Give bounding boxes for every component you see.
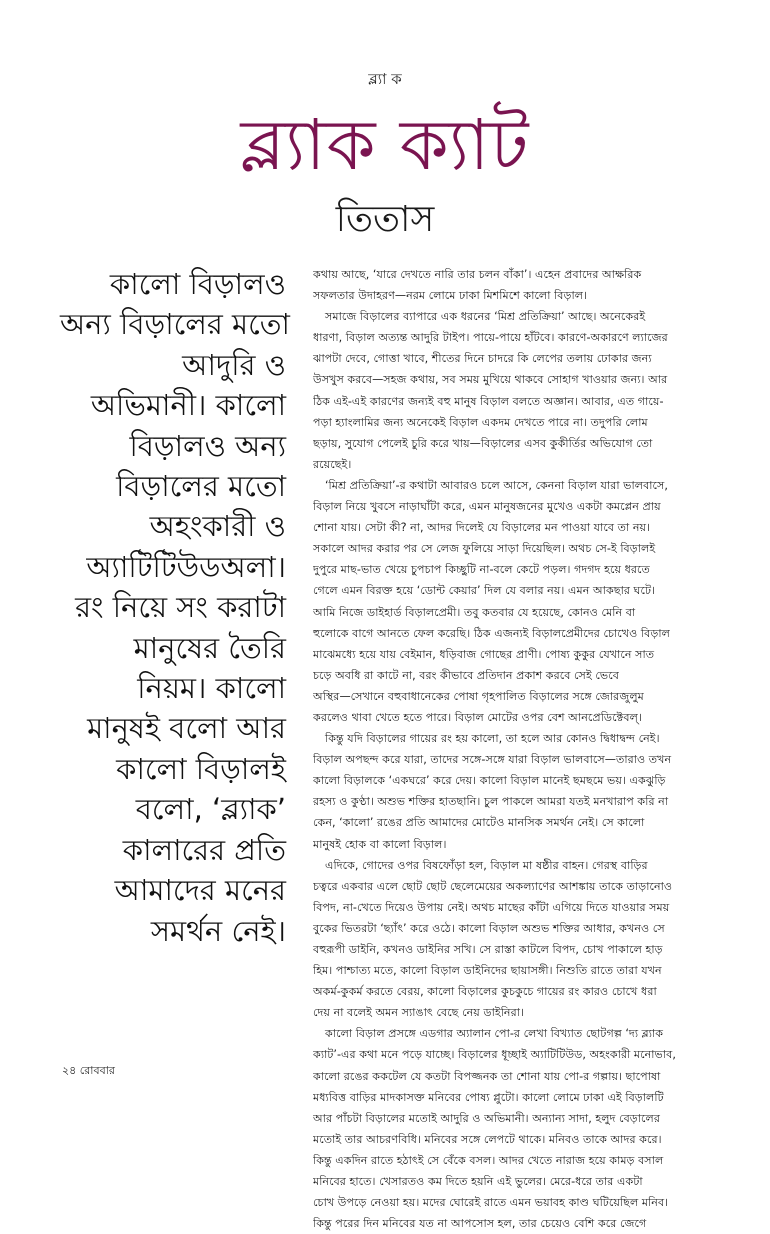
pull-quote-line: বিড়ালও অন্য: [129, 428, 286, 463]
body-text-line: ধারণা, বিড়াল অত্যন্ত আদুরি টাইপ। পায়ে-পায়ে হাঁটবে। কারণে-অকারণে ল্যাজের: [313, 331, 668, 345]
body-text-line: মতোই তার আচরণবিধি। মনিবের সঙ্গে লেপটে থাকে। মনিবও তাকে আদর করে।: [313, 1132, 662, 1146]
pull-quote-line: মানুষই বলো আর: [87, 711, 286, 746]
body-text-line: মনিবের হাতে। খেসারতও কম দিতে হয়নি এই ভুলের। মেরে-ধরে তার একটা: [313, 1175, 643, 1189]
body-text-line: বিড়াল নিয়ে খুবসে নাড়াঘাঁটা করে, এমন মানুষজনের মুখেও একটা কমপ্লেন প্রায়: [313, 500, 661, 514]
body-text-line: চত্বরে একবার এলে ছোট ছোট ছেলেমেয়ের অকল্যাণের আশঙ্কায় তাকে তাড়ানোও: [313, 879, 673, 893]
pull-quote-line: অহংকারী ও: [149, 509, 286, 544]
pull-quote-line: আমাদের মনের: [114, 873, 286, 908]
pull-quote-line: কালো বিড়ালই: [116, 751, 286, 786]
body-text-line: মধ্যবিত্ত বাড়ির মাদকাসক্ত মনিবের পোষ্য প্লুটো। কালো লোমে ঢাকা এই বিড়ালটি: [313, 1090, 664, 1104]
body-text-line: হিম। পাশ্চাত্য মতে, কালো বিড়াল ডাইনিদের ছায়াসঙ্গী। নিশুতি রাতে তারা যখন: [313, 964, 662, 978]
body-text-line: অস্থির—সেখানে বহুবাধানেকের পোষা গৃহপালিত বিড়ালের সঙ্গে জোরজুলুম: [313, 689, 644, 703]
pull-quote-line: বিড়ালের মতো: [116, 469, 286, 504]
pull-quote-line: বলো, ‘ব্ল্যাক’: [135, 792, 286, 827]
body-text-line: আর পাঁচটা বিড়ালের মতোই আদুরি ও অভিমানী। অন্যান্য সাদা, হলুদ বেড়ালের: [313, 1111, 661, 1125]
pull-quote-line: অন্য বিড়ালের মতো: [60, 307, 290, 342]
body-text-line: বহুরূপী ডাইনি, কখনও ডাইনির সখি। সে রাস্তা কাটলে বিপদ, চোখ পাকালে হাড়: [313, 943, 663, 956]
pull-quote-line: মানুষের তৈরি: [133, 630, 286, 665]
body-text-line: সকালে আদর করার পর সে লেজ ফুলিয়ে সাড়া দিয়েছিল। অথচ সে-ই বিড়ালই: [313, 542, 656, 556]
section-label: ব্ল্যা ক: [368, 70, 402, 88]
body-text-line: মানুষই হোক বা কালো বিড়াল।: [313, 837, 447, 851]
body-text-line: সফলতার উদাহরণ—নরম লোমে ঢাকা মিশমিশে কালো বিড়াল।: [313, 289, 588, 303]
body-text-line: কথায় আছে, ‘যারে দেখতে নারি তার চলন বাঁকা’। এহেন প্রবাদের আক্ষরিক: [313, 268, 642, 281]
pull-quote-line: সমর্থন নেই।: [150, 913, 286, 948]
body-text-line: দুপুরে মাছ-ভাত খেয়ে চুপচাপ কিচ্ছুটি না-বলে কেটে পড়ল। গদগদ হয়ে ধরতে: [313, 563, 650, 577]
body-text-line: কিন্তু পরের দিন মনিবের যত না আপসোস হল, তার চেয়েও বেশি করে জেগে: [313, 1217, 647, 1231]
body-text-line: কালো বিড়াল প্রসঙ্গে এডগার অ্যালান পো-র লেখা বিখ্যাত ছোটগল্প ‘দ্য ব্ল্যাক: [325, 1027, 664, 1041]
body-text-line: মাঝেমধ্যে হয়ে যায় বেইমান, ধড়িবাজ গোছের প্রাণী। পোষ্য কুকুর যেখানে সাত: [313, 647, 655, 661]
body-text-line: সমাজে বিড়ালের ব্যাপারে এক ধরনের ‘মিশ্র প্রতিক্রিয়া’ আছে। অনেকেরই: [325, 310, 646, 324]
body-text-line: কিন্তু একদিন রাতে হঠাৎই সে বেঁকে বসল। আদর খেতে নারাজ হয়ে কামড় বসাল: [313, 1153, 664, 1167]
body-text-line: শোনা যায়। সেটা কী? না, আদর দিলেই যে বিড়ালের মন পাওয়া যাবে তা নয়।: [313, 521, 651, 535]
body-text-line: বুকের ভিতরটা ‘ছ্যাঁৎ’ করে ওঠে। কালো বিড়াল অশুভ শক্তির আধার, কখনও সে: [313, 921, 665, 935]
body-text-line: ঝাপটা দেবে, গোত্তা খাবে, শীতের দিনে চাদরে কি লেপের তলায় ঢোকার জন্য: [313, 352, 652, 366]
body-text-line: রয়েছেই।: [313, 457, 352, 471]
body-text-line: বিড়াল অপছন্দ করে যারা, তাদের সঙ্গে-সঙ্গে যারা বিড়াল ভালবাসে—তারাও তখন: [313, 753, 672, 767]
body-text-line: আমি নিজে ডাইহার্ড বিড়ালপ্রেমী। তবু কতবার যে হয়েছে, কোনও মেনি বা: [313, 605, 636, 619]
pull-quote-line: আদুরি ও: [182, 347, 286, 382]
body-text-line: ক্যাট’-এর কথা মনে পড়ে যাচ্ছে। বিড়ালের ধূচ্ছাই অ্যাটিটিউড, অহংকারী মনোভাব,: [313, 1048, 676, 1062]
body-text-line: দেয় না বলেই অমন স্যাঙাৎ বেছে নেয় ডাইনিরা।: [313, 1006, 525, 1020]
body-text-line: ছড়ায়, সুযোগ পেলেই চুরি করে খায়—বিড়ালের এসব কুকীর্তির অভিযোগ তো: [313, 436, 653, 450]
body-text-line: করলেও থাবা খেতে হতে পারে। বিড়াল মোটের ওপর বেশ আনপ্রেডিক্টেবল্।: [313, 710, 642, 724]
author-name: তিতাস: [335, 199, 435, 240]
pull-quote-line: রং নিয়ে সং করাটা: [75, 590, 286, 625]
body-text-line: ‘মিশ্র প্রতিক্রিয়া’-র কথাটা আবারও চলে আসে, কেননা বিড়াল যারা ভালবাসে,: [325, 478, 668, 492]
pull-quote-line: নিয়ম। কালো: [137, 671, 286, 706]
pull-quote-line: কালারের প্রতি: [122, 832, 286, 867]
body-text-line: রহস্য ও কুণ্ঠা। অশুভ শক্তির হাতছানি। চুল পাকলে আমরা যতই মনখারাপ করি না: [313, 795, 669, 809]
page-footer: ২৪ রোববার: [62, 1064, 115, 1077]
body-text-line: উসখুস করবে—সহজ কথায়, সব সময় মুখিয়ে থাকবে সোহাগ খাওয়ার জন্য। আর: [313, 373, 668, 387]
pull-quote-line: কালো বিড়ালও: [109, 267, 286, 301]
body-text-line: কিন্তু যদি বিড়ালের গায়ের রং হয় কালো, তা হলে আর কোনও দ্বিধাদ্বন্দ নেই।: [325, 732, 660, 746]
body-text-line: অকর্ম-কুকর্ম করতে বেরয়, কালো বিড়ালের কুচকুচে গায়ের রং কারও চোখে ধরা: [313, 985, 657, 999]
body-text-line: কেন, ‘কালো’ রঙের প্রতি আমাদের মোটেও মানসিক সমর্থন নেই। সে কালো: [313, 816, 645, 830]
body-text-line: ঠিক এই-এই কারণের জন্যই বহু মানুষ বিড়াল বলতে অজ্ঞান। আবার, এত গায়ে-: [313, 394, 664, 408]
body-text-line: কালো রঙের ককটেল যে কতটা বিপজ্জনক তা শোনা যায় পো-র গল্পায়। ছাপোষা: [313, 1069, 661, 1083]
pull-quote-line: অভিমানী। কালো: [90, 388, 286, 423]
article-title: ব্ল্যাক ক্যাট: [240, 104, 530, 186]
body-text-line: হুলোকে বাগে আনতে ফেল করেছি। ঠিক এজন্যই বিড়ালপ্রেমীদের চোখেও বিড়াল: [313, 626, 670, 640]
body-text-line: পড়া হ্যাংলামির জন্য অনেকেই বিড়াল একদম দেখতে পারে না। তদুপরি লোম: [313, 415, 648, 429]
body-text-line: গেলে এমন বিরক্ত হয়ে ‘ডোন্ট কেয়ার’ দিল যে বলার নয়। এমন আকছার ঘটে।: [313, 584, 656, 598]
pull-quote-line: অ্যাটিটিউডঅলা।: [86, 549, 286, 584]
pull-quote: [60, 264, 290, 951]
body-text-line: চড়ে অবধি রা কাটে না, বরং কীভাবে প্রতিদান প্রকাশ করবে সেই ভেবে: [313, 668, 619, 682]
body-text-line: কালো বিড়ালকে ‘একঘরে’ করে দেয়। কালো বিড়াল মানেই ছমছমে ভয়। একঝুড়ি: [313, 774, 666, 788]
article-body: [313, 264, 718, 1234]
body-text-line: চোখ উপড়ে নেওয়া হয়। মদের ঘোরেই রাতে এমন ভয়াবহ কাণ্ড ঘটিয়েছিল মনিব।: [313, 1196, 669, 1210]
body-text-line: এদিকে, গোদের ওপর বিষফোঁড়া হল, বিড়াল মা ষষ্ঠীর বাহন। গেরস্থ বাড়ির: [325, 858, 648, 872]
body-text-line: বিপদ, না-খেতে দিয়েও উপায় নেই। অথচ মাছের কাঁটা এগিয়ে দিতে যাওয়ার সময়: [313, 900, 670, 914]
